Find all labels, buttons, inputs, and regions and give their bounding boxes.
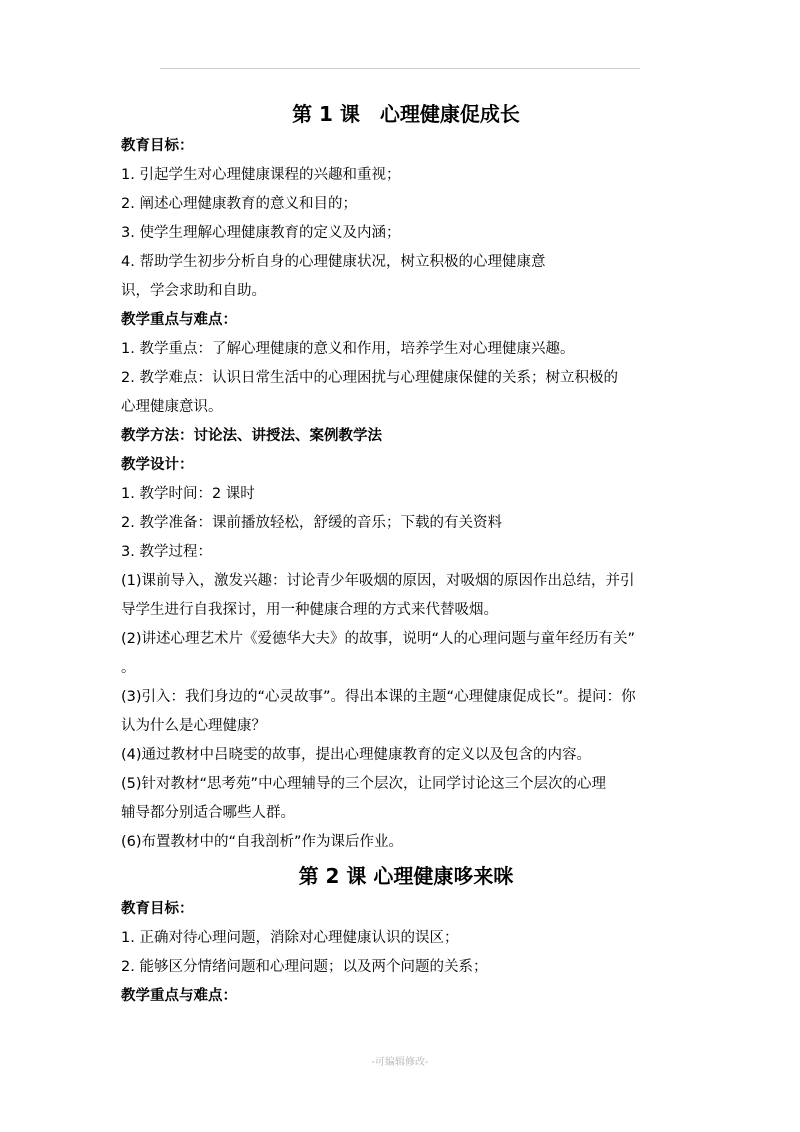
lesson-1-content (121, 132, 691, 857)
section-heading: 教学设计： (121, 457, 194, 473)
header-rule (160, 68, 640, 69)
paragraph-line: 2. 能够区分情绪问题和心理问题；以及两个问题的关系； (121, 959, 488, 975)
section-heading: 教育目标： (121, 901, 194, 917)
paragraph-line: 4. 帮助学生初步分析自身的心理健康状况，树立积极的心理健康意 (121, 254, 546, 270)
lesson-1-title: 第 1 课 心理健康促成长 (292, 102, 520, 126)
paragraph-line: 2. 阐述心理健康教育的意义和目的； (121, 196, 357, 212)
section-heading: 教育目标： (121, 138, 194, 154)
paragraph-line: 认为什么是心理健康？ (121, 718, 266, 734)
paragraph-line: 辅导都分别适合哪些人群。 (121, 805, 295, 821)
section-heading: 教学重点与难点： (121, 988, 237, 1004)
paragraph-line: 1. 引起学生对心理健康课程的兴趣和重视； (121, 167, 401, 183)
paragraph-line: (6)布置教材中的“自我剖析”作为课后作业。 (121, 834, 404, 850)
paragraph-line: (4)通过教材中吕晓雯的故事，提出心理健康教育的定义以及包含的内容。 (121, 747, 592, 763)
paragraph-line: 心理健康意识。 (121, 399, 223, 415)
lesson-2-content (121, 895, 691, 1011)
paragraph-line: (5)针对教材“思考苑”中心理辅导的三个层次，让同学讨论这三个层次的心理 (121, 776, 607, 792)
lesson-2-title: 第 2 课 心理健康哆来咪 (298, 864, 514, 888)
paragraph-line: 2. 教学难点：认识日常生活中的心理困扰与心理健康保健的关系；树立积极的 (121, 370, 618, 386)
paragraph-line: 3. 教学过程： (121, 544, 212, 560)
paragraph-line: 。 (121, 660, 136, 676)
paragraph-line: 导学生进行自我探讨，用一种健康合理的方式来代替吸烟。 (121, 602, 498, 618)
section-heading: 教学重点与难点： (121, 312, 237, 328)
paragraph-line: 1. 教学重点：了解心理健康的意义和作用，培养学生对心理健康兴趣。 (121, 341, 575, 357)
paragraph-line: 3. 使学生理解心理健康教育的定义及内涵； (121, 225, 401, 241)
paragraph-line: (2)讲述心理艺术片《爱德华大夫》的故事，说明“人的心理问题与童年经历有关” (121, 631, 636, 647)
paragraph-line: 识，学会求助和自助。 (121, 283, 266, 299)
paragraph-line: (3)引入：我们身边的“心灵故事”。得出本课的主题“心理健康促成长”。提问：你 (121, 689, 636, 705)
footer-note: -可编辑修改- (371, 1057, 429, 1068)
paragraph-line: 1. 正确对待心理问题，消除对心理健康认识的误区； (121, 930, 459, 946)
paragraph-line: 1. 教学时间：2 课时 (121, 486, 255, 502)
paragraph-line: 2. 教学准备：课前播放轻松，舒缓的音乐；下载的有关资料 (121, 515, 502, 531)
document-body (121, 96, 691, 1011)
paragraph-line: (1)课前导入，激发兴趣：讨论青少年吸烟的原因，对吸烟的原因作出总结，并引 (121, 573, 635, 589)
section-heading: 教学方法：讨论法、讲授法、案例教学法 (121, 428, 382, 444)
